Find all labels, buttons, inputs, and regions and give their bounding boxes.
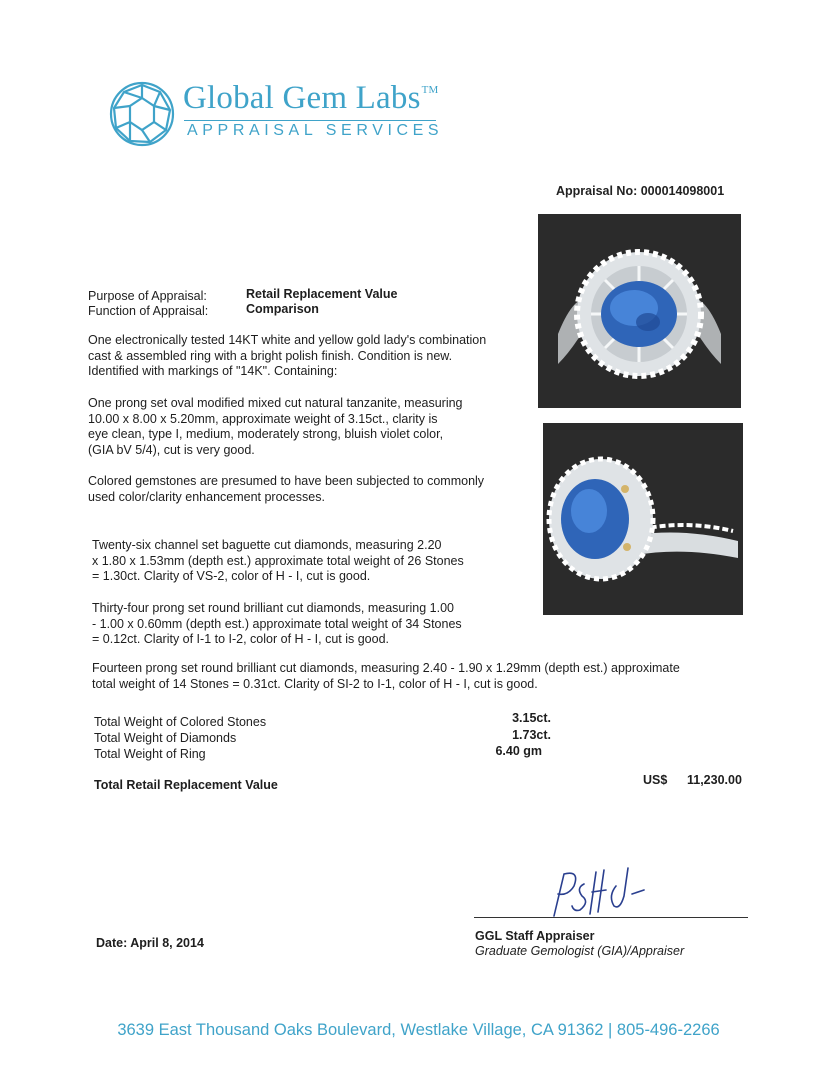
total-ring-weight-label: Total Weight of Ring — [94, 747, 206, 761]
retail-value-label: Total Retail Replacement Value — [94, 778, 278, 792]
total-colored-stones-value: 3.15ct. — [512, 711, 551, 725]
large-round-diamonds-description: Fourteen prong set round brilliant cut diamonds, measuring 2.40 - 1.90 x 1.29mm (depth est.) approximate total weight of 14 Stones = 0.31ct. Clarity of SI-2 to I-1, color of H - I, cut is good. — [92, 661, 680, 691]
total-diamonds-value: 1.73ct. — [512, 728, 551, 742]
center-stone-description: One prong set oval modified mixed cut natural tanzanite, measuring 10.00 x 8.00 x 5.20mm, approximate weight of 3.15ct., clarity is eye clean, type I, medium, moderately strong, bluish violet color, (GIA bV 5/4), cut is very good. — [88, 396, 463, 457]
item-description: One electronically tested 14KT white and yellow gold lady's combination cast & assembled ring with a bright polish finish. Condition is new. Identified with markings of "14K". Containing: — [88, 333, 487, 378]
retail-value-currency: US$ — [643, 773, 668, 787]
logo-divider — [184, 120, 436, 121]
total-diamonds-label: Total Weight of Diamonds — [94, 731, 237, 745]
baguette-diamonds-description: Twenty-six channel set baguette cut diamonds, measuring 2.20 x 1.80 x 1.53mm (depth est.) approximate total weight of 26 Stones = 1.30ct. Clarity of VS-2, color of H - I, cut is good. — [92, 538, 464, 583]
ring-photo-bottom — [543, 423, 743, 615]
enhancement-note: Colored gemstones are presumed to have been subjected to commonly used color/clarity enhancement processes. — [88, 474, 485, 504]
retail-value-amount: 11,230.00 — [687, 773, 742, 787]
logo-diamond-icon — [108, 80, 176, 148]
appraisal-number: Appraisal No: 000014098001 — [556, 184, 725, 198]
footer-address: 3639 East Thousand Oaks Boulevard, Westlake Village, CA 91362 | 805-496-2266 — [117, 1021, 720, 1039]
brand-tagline: APPRAISAL SERVICES — [187, 122, 444, 139]
trademark-mark: TM — [421, 84, 439, 96]
brand-name: Global Gem Labs™ — [183, 80, 439, 116]
function-label: Function of Appraisal: — [88, 304, 209, 318]
total-colored-stones-label: Total Weight of Colored Stones — [94, 715, 267, 729]
ring-photo-top — [538, 214, 741, 408]
signature-line — [474, 917, 748, 918]
appraisal-date: Date: April 8, 2014 — [96, 936, 204, 950]
purpose-label: Purpose of Appraisal: — [88, 289, 207, 303]
purpose-value: Retail Replacement Value — [246, 287, 398, 301]
appraiser-title: GGL Staff Appraiser — [475, 929, 595, 943]
small-round-diamonds-description: Thirty-four prong set round brilliant cut diamonds, measuring 1.00 - 1.00 x 0.60mm (depth est.) approximate total weight of 34 Stones = 0.12ct. Clarity of I-1 to I-2, color of H - I, cut is good. — [92, 601, 462, 646]
appraiser-credential: Graduate Gemologist (GIA)/Appraiser — [475, 944, 685, 958]
total-ring-weight-value: 6.40 gm — [495, 744, 542, 758]
appraiser-signature — [540, 866, 650, 922]
function-value: Comparison — [246, 302, 319, 316]
